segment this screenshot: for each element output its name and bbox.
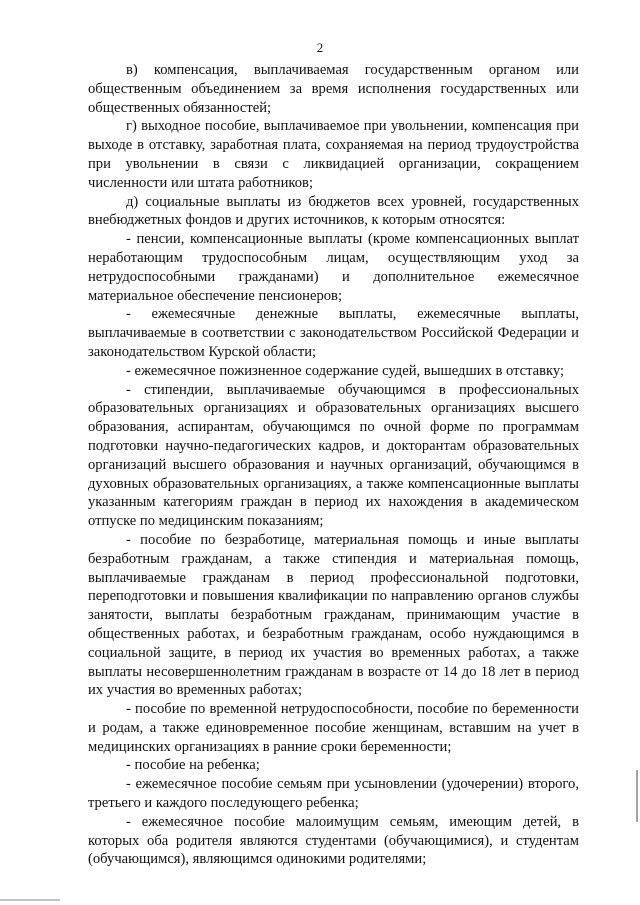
paragraph-item-v: в) компенсация, выплачиваемая государственным органом или общественным объединением за время исполнения государственных или общественных обязанностей; [88, 62, 579, 116]
list-item-stipends: - стипендии, выплачиваемые обучающимся в профессиональных образовательных организациях и образовательных организациях высшего образования, аспирантам, обучающимся по очной форме по программам подготовки научно-педагогических кадров, и докторантам образовательных организаций высшего образования и научных организаций, обучающимся в духовных образовательных организациях, а также компенсационные выплаты указанным категориям граждан в период их нахождения в академическом отпуске по медицинским показаниям; [88, 381, 579, 530]
list-item-monthly-payments: - ежемесячные денежные выплаты, ежемесячные выплаты, выплачиваемые в соответствии с законодательством Российской Федерации и законодательством Курской области; [88, 306, 579, 360]
paragraph-item-d: д) социальные выплаты из бюджетов всех уровней, государственных внебюджетных фондов и других источников, к которым относятся: [88, 193, 579, 229]
page-number: 2 [316, 40, 324, 55]
scan-artifact-right [636, 770, 638, 822]
list-item-judges-allowance: - ежемесячное пожизненное содержание судей, вышедших в отставку; [126, 362, 565, 379]
document-body [88, 61, 579, 869]
list-item-student-families: - ежемесячное пособие малоимущим семьям, имеющим детей, в которых оба родителя являются студентами (обучающимися), и студентам (обучающимся), являющимся одинокими родителями; [88, 813, 579, 868]
list-item-adoption-benefit: - ежемесячное пособие семьям при усыновлении (удочерении) второго, третьего и каждого последующего ребенка; [88, 776, 579, 812]
scan-artifact-bottom-left [0, 899, 60, 901]
list-item-child-benefit: - пособие на ребенка; [126, 757, 260, 774]
list-item-unemployment: - пособие по безработице, материальная помощь и иные выплаты безработным гражданам, а также стипендия и материальная помощь, выплачиваемые гражданам в период профессиональной подготовки, переподготовки и повышения квалификации по направлению органов службы занятости, выплаты безработным гражданам, принимающим участие в общественных работах, и безработным гражданам, особо нуждающимся в социальной защите, в период их участия во временных работах, а также выплаты несовершеннолетним гражданам в возрасте от 14 до 18 лет в период их участия во временных работах; [88, 531, 579, 699]
list-item-temporary-disability: - пособие по временной нетрудоспособности, пособие по беременности и родам, а также единовременное пособие женщинам, вставшим на учет в медицинских организациях в ранние сроки беременности; [88, 701, 579, 755]
list-item-pensions: - пенсии, компенсационные выплаты (кроме компенсационных выплат неработающим трудоспособным лицам, осуществляющим уход за нетрудоспособными гражданами) и дополнительное ежемесячное материальное обеспечение пенсионеров; [88, 231, 579, 304]
paragraph-item-g: г) выходное пособие, выплачиваемое при увольнении, компенсация при выходе в отставку, заработная плата, сохраняемая на период трудоустройства при увольнении в связи с ликвидацией организации, сокращением численности или штата работников; [88, 118, 579, 191]
